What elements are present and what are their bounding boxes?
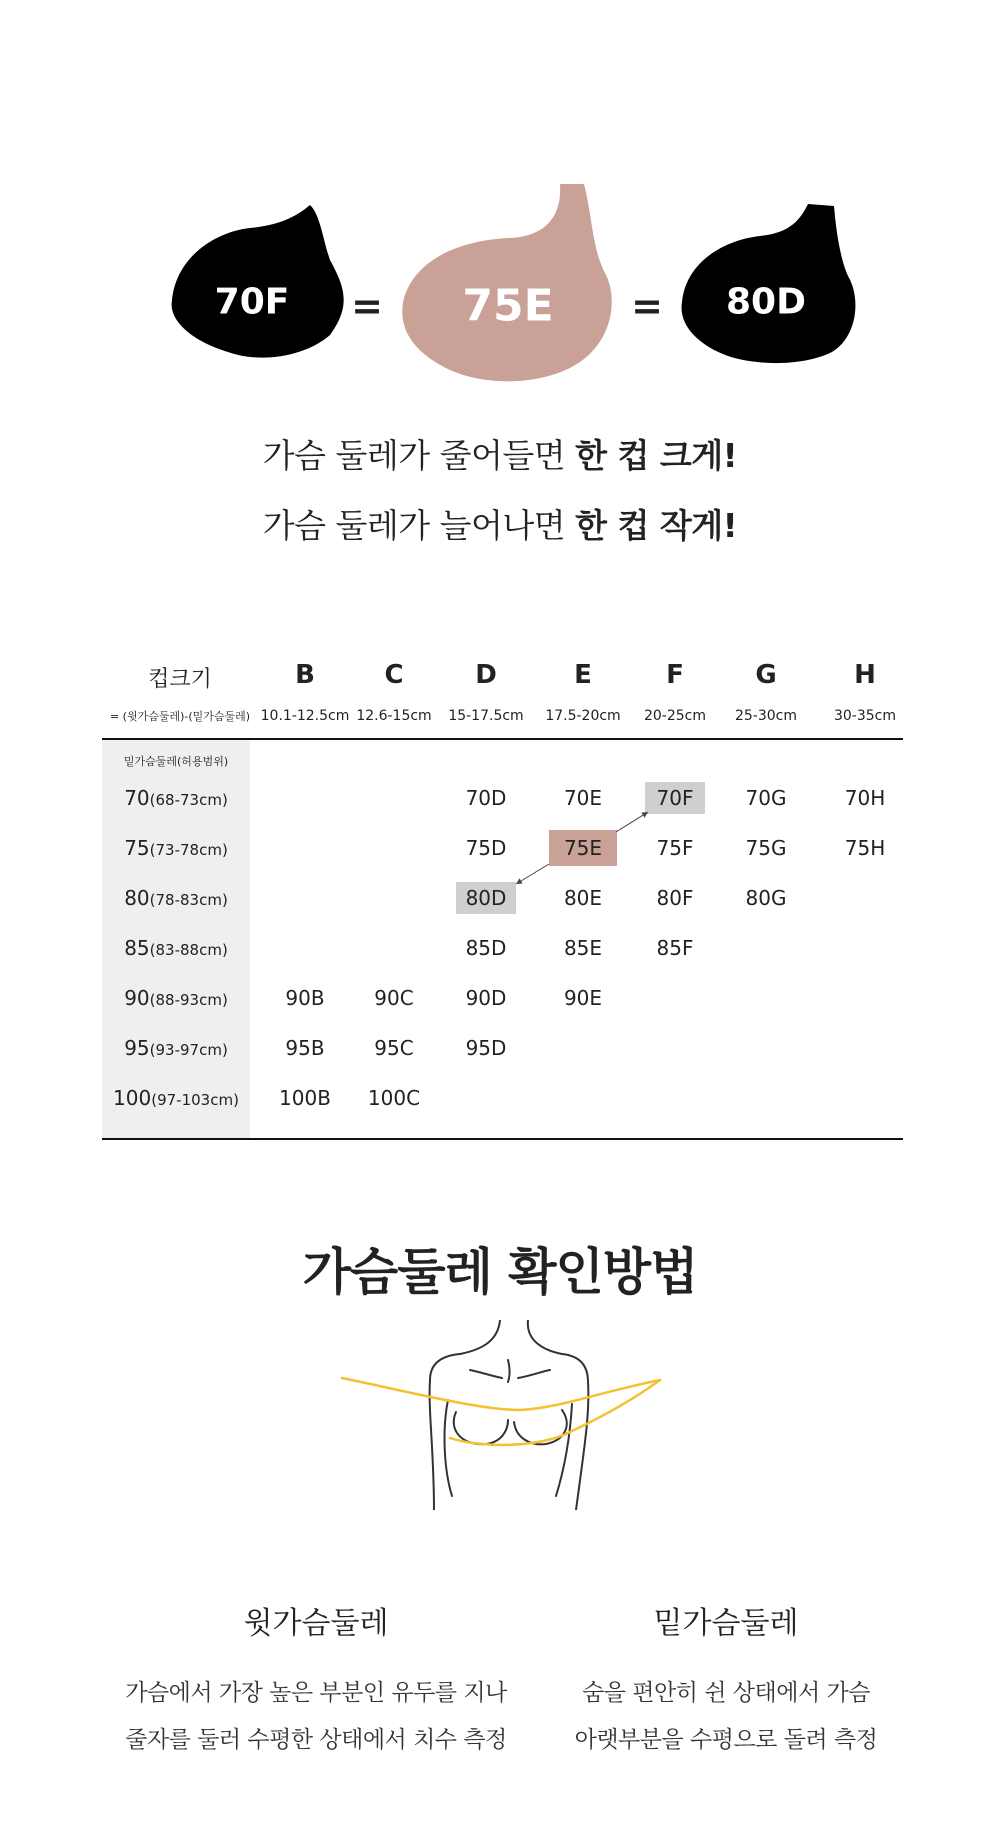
equals-sign-right: = — [631, 284, 663, 328]
band-value: 90 — [124, 986, 150, 1010]
band-range: (88-93cm) — [149, 991, 228, 1009]
band-label-100 — [113, 1086, 239, 1110]
cup-range-g: 25-30cm — [734, 708, 798, 724]
cup-range-e: 17.5-20cm — [545, 708, 621, 724]
equals-sign-left: = — [351, 284, 383, 328]
cup-size-formula: = (윗가슴둘레)-(밑가슴둘레) — [109, 710, 251, 723]
arrow-75e-to-80d — [516, 864, 549, 884]
cup-illustration — [0, 0, 1000, 420]
band-label-90 — [124, 986, 228, 1010]
under-bust-desc-line-2: 아랫부분을 수평으로 돌려 측정 — [574, 1727, 878, 1753]
cup-header-c: C — [384, 660, 404, 690]
size-cell-85d: 85D — [465, 936, 507, 960]
band-range: (97-103cm) — [151, 1091, 239, 1109]
size-cell-80e: 80E — [563, 886, 603, 910]
size-cell-90b: 90B — [285, 986, 325, 1010]
cup-label-center: 75E — [462, 280, 554, 332]
under-bust-description — [516, 1670, 936, 1764]
size-cell-100c: 100C — [367, 1086, 421, 1110]
band-range: (83-88cm) — [149, 941, 228, 959]
size-cell-90c: 90C — [374, 986, 414, 1010]
size-cell-100b: 100B — [279, 1086, 331, 1110]
cup-header-g: G — [755, 660, 777, 690]
size-cell-70f: 70F — [656, 786, 694, 810]
band-range: (93-97cm) — [149, 1041, 228, 1059]
tagline-1-emphasis: 한 컵 크게! — [575, 436, 738, 475]
size-cell-80g: 80G — [745, 886, 787, 910]
cup-size-header: 컵크기 — [148, 667, 212, 692]
size-cell-95c: 95C — [374, 1036, 414, 1060]
cup-range-b: 10.1-12.5cm — [260, 708, 350, 724]
band-range: (68-73cm) — [149, 791, 228, 809]
under-bust-title: 밑가슴둘레 — [653, 1606, 799, 1641]
upper-bust-title: 윗가슴둘레 — [243, 1606, 389, 1641]
size-cell-80d: 80D — [465, 886, 507, 910]
size-cell-85e: 85E — [563, 936, 603, 960]
size-cell-95b: 95B — [285, 1036, 325, 1060]
band-header: 밑가슴둘레(허용범위) — [123, 755, 229, 768]
band-label-70 — [124, 786, 228, 810]
cup-header-f: F — [666, 660, 684, 690]
size-cell-90d: 90D — [465, 986, 507, 1010]
under-bust-info — [516, 1598, 936, 1764]
size-cell-85f: 85F — [656, 936, 694, 960]
band-value: 70 — [124, 786, 150, 810]
band-label-85 — [124, 936, 228, 960]
tape-upper-line — [342, 1378, 660, 1410]
band-label-80 — [124, 886, 228, 910]
band-value: 85 — [124, 936, 150, 960]
upper-bust-desc-line-2: 줄자를 둘러 수평한 상태에서 치수 측정 — [125, 1727, 507, 1753]
size-cell-75e: 75E — [563, 836, 603, 860]
tagline-line-2 — [0, 500, 1000, 547]
table-bottom-rule — [102, 1138, 903, 1140]
upper-bust-description — [106, 1670, 526, 1764]
band-range: (73-78cm) — [149, 841, 228, 859]
cup-range-c: 12.6-15cm — [356, 708, 432, 724]
cup-header-b: B — [295, 660, 315, 690]
cup-label-left: 70F — [214, 281, 290, 323]
upper-bust-desc-line-1: 가슴에서 가장 높은 부분인 유두를 지나 — [125, 1680, 507, 1706]
cup-range-h: 30-35cm — [833, 708, 897, 724]
cup-label-right: 80D — [726, 281, 806, 323]
band-label-95 — [124, 1036, 228, 1060]
band-value: 80 — [124, 886, 150, 910]
band-value: 75 — [124, 836, 150, 860]
under-bust-desc-line-1: 숨을 편안히 쉰 상태에서 가슴 — [582, 1680, 870, 1706]
tagline-1-text: 가슴 둘레가 줄어들면 — [262, 436, 566, 475]
size-cell-70e: 70E — [563, 786, 603, 810]
measure-section-title: 가슴둘레 확인방법 — [302, 1243, 698, 1301]
band-value: 100 — [113, 1086, 152, 1110]
size-cell-75d: 75D — [465, 836, 507, 860]
tagline-2-emphasis: 한 컵 작게! — [575, 506, 738, 545]
size-cell-70g: 70G — [745, 786, 787, 810]
cup-range-f: 20-25cm — [643, 708, 707, 724]
size-cell-80f: 80F — [656, 886, 694, 910]
size-chart-table — [102, 650, 903, 1140]
tape-under-line — [450, 1380, 660, 1445]
cup-range-d: 15-17.5cm — [448, 708, 524, 724]
cup-header-d: D — [475, 660, 497, 690]
size-cell-70d: 70D — [465, 786, 507, 810]
tagline-line-1 — [0, 430, 1000, 477]
arrow-75e-to-70f — [616, 812, 648, 832]
size-cell-75h: 75H — [844, 836, 886, 860]
cup-header-e: E — [574, 660, 592, 690]
torso-measure-illustration — [330, 1320, 670, 1510]
upper-bust-info — [106, 1598, 526, 1764]
size-cell-70h: 70H — [844, 786, 886, 810]
band-range: (78-83cm) — [149, 891, 228, 909]
size-cell-95d: 95D — [465, 1036, 507, 1060]
band-value: 95 — [124, 1036, 150, 1060]
cup-header-h: H — [854, 660, 876, 690]
size-cell-90e: 90E — [563, 986, 603, 1010]
size-cell-75f: 75F — [656, 836, 694, 860]
band-label-75 — [124, 836, 228, 860]
size-cell-75g: 75G — [745, 836, 787, 860]
tagline-2-text: 가슴 둘레가 늘어나면 — [262, 506, 566, 545]
